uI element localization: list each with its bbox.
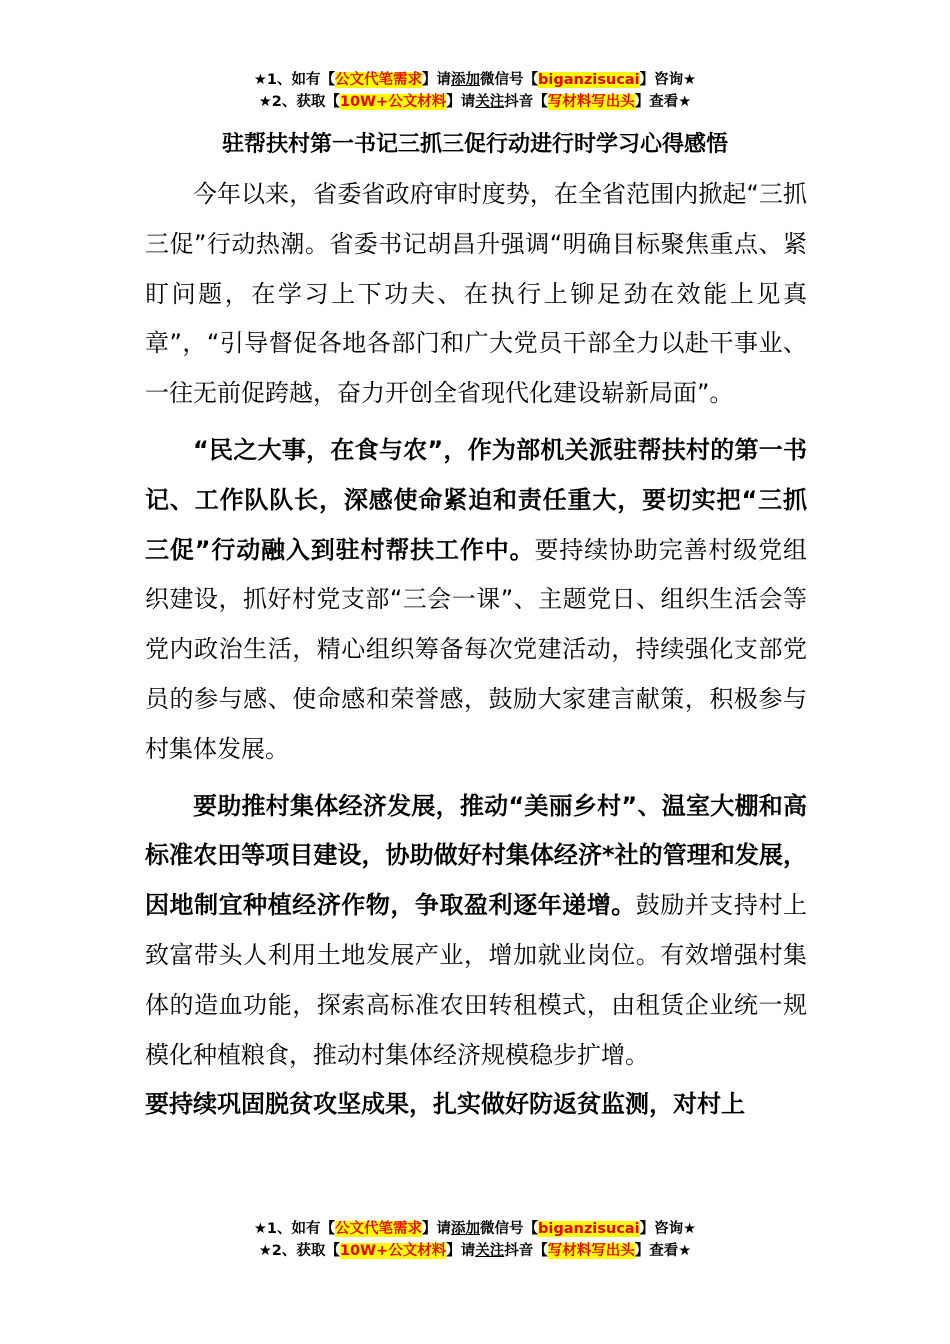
banner-line-1 xyxy=(0,69,950,91)
banner-highlight: 写材料写出头 xyxy=(547,94,635,110)
banner-line-2 xyxy=(0,1240,950,1262)
banner-text: 】查看★ xyxy=(634,1243,692,1259)
banner-text: 抖音【 xyxy=(504,1243,548,1259)
banner-underlined: 添加 xyxy=(451,1221,481,1237)
banner-text: 微信号【 xyxy=(480,1221,539,1237)
document-body xyxy=(145,170,807,1130)
banner-text: 】请 xyxy=(422,72,452,88)
paragraph-2-lead: “民之大事，在食与农”，作为部机关派驻帮扶村的第一书记、工作队队长，深感使命紧迫和责任重大，要切实把“三抓三促”行动融入到驻村帮扶工作中。 xyxy=(145,435,807,564)
banner-highlight: 10W+公文材料 xyxy=(339,94,447,110)
banner-text: 】请 xyxy=(446,1243,476,1259)
banner-text: 微信号【 xyxy=(480,72,539,88)
banner-highlight: 公文代笔需求 xyxy=(335,1221,423,1237)
banner-underlined: 关注 xyxy=(475,1243,505,1259)
banner-text: ★1、如有【 xyxy=(253,1221,336,1237)
banner-underlined: 添加 xyxy=(451,72,481,88)
paragraph-2-text: 要持续协助完善村级党组织建设，抓好村党支部“三会一课”、主题党日、组织生活会等党内政治生活，精心组织筹备每次党建活动，持续强化支部党员的参与感、使命感和荣誉感，鼓励大家建言献策，积极参与村集体发展。 xyxy=(145,535,807,763)
header-banner xyxy=(0,69,950,113)
paragraph-1: 今年以来，省委省政府审时度势，在全省范围内掀起“三抓三促”行动热潮。省委书记胡昌升强调“明确目标聚焦重点、紧盯问题，在学习上下功夫、在执行上铆足劲在效能上见真章”，“引导督促各地各部门和广大党员干部全力以赴干事业、一往无前促跨越，奋力开创全省现代化建设崭新局面”。 xyxy=(145,180,807,408)
banner-text: ★2、获取【 xyxy=(258,94,340,110)
banner-highlight: biganzisucai xyxy=(538,1221,640,1237)
document-title: 驻帮扶村第一书记三抓三促行动进行时学习心得感悟 xyxy=(221,132,728,157)
paragraph-3 xyxy=(145,782,807,1081)
banner-highlight: 写材料写出头 xyxy=(547,1243,635,1259)
banner-text: 】请 xyxy=(446,94,476,110)
paragraph-3-text: 鼓励并支持村上致富带头人利用土地发展产业，增加就业岗位。有效增强村集体的造血功能，探索高标准农田转租模式，由租赁企业统一规模化种植粮食，推动村集体经济规模稳步扩增。 xyxy=(145,891,808,1069)
banner-line-2 xyxy=(0,91,950,113)
banner-highlight: 公文代笔需求 xyxy=(335,72,423,88)
paragraph-3-lead: 要助推村集体经济发展，推动“美丽乡村”、温室大棚和高标准农田等项目建设，协助做好村集体经济*社的管理和发展，因地制宜种植经济作物，争取盈利逐年递增。 xyxy=(145,791,807,920)
footer-banner xyxy=(0,1218,950,1262)
banner-highlight: biganzisucai xyxy=(538,72,640,88)
paragraph-2 xyxy=(145,426,807,775)
banner-underlined: 关注 xyxy=(475,94,505,110)
banner-highlight: 10W+公文材料 xyxy=(339,1243,447,1259)
banner-line-1 xyxy=(0,1218,950,1240)
banner-text: 抖音【 xyxy=(504,94,548,110)
paragraph-4: 要持续巩固脱贫攻坚成果，扎实做好防返贫监测，对村上 xyxy=(145,1090,745,1119)
banner-text: ★2、获取【 xyxy=(258,1243,340,1259)
banner-text: 】查看★ xyxy=(634,94,692,110)
banner-text: 】咨询★ xyxy=(639,1221,697,1237)
banner-text: ★1、如有【 xyxy=(253,72,336,88)
banner-text: 】咨询★ xyxy=(639,72,697,88)
banner-text: 】请 xyxy=(422,1221,452,1237)
